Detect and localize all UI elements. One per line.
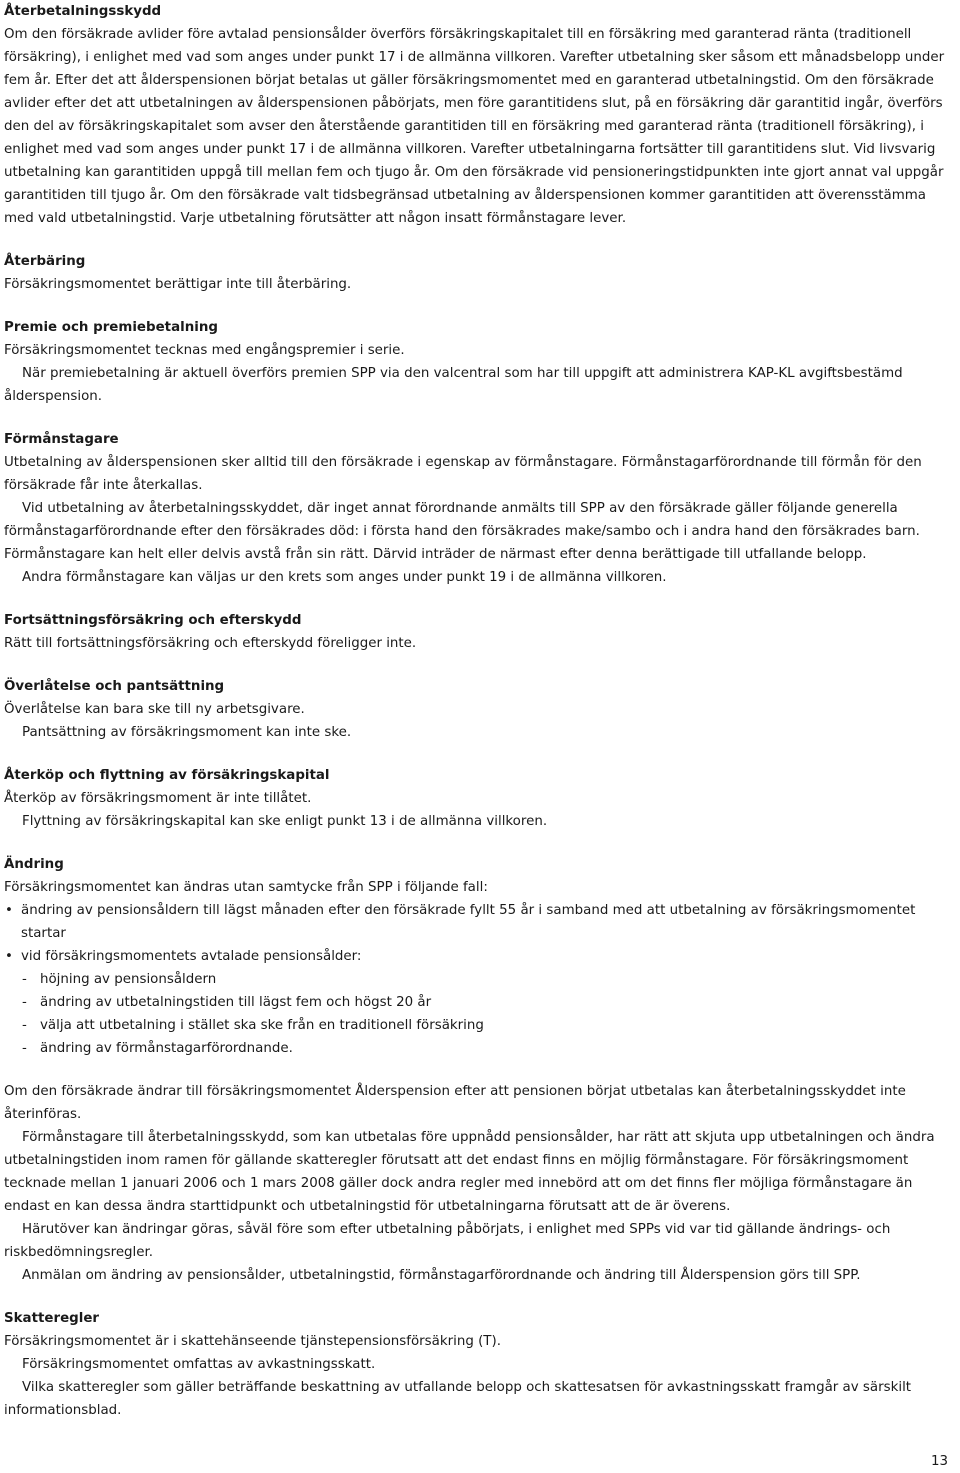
section-aterkop [4, 764, 958, 833]
paragraph: Utbetalning av ålderspensionen sker alltid till den försäkrade i egenskap av förmånstagare. Förmånstagarförordnande till förmån för den försäkrade får inte återkallas. [4, 455, 922, 493]
section-heading: Fortsättningsförsäkring och efterskydd [4, 613, 302, 628]
section-premie [4, 316, 958, 408]
section-heading: Ändring [4, 857, 64, 872]
section-andring [4, 853, 958, 1287]
page-number: 13 [930, 1454, 948, 1469]
section-aterbetalningsskydd [4, 0, 958, 230]
list-item: - ändring av förmånstagarförordnande. [4, 1037, 958, 1060]
section-aterbaring [4, 250, 958, 296]
document-body [4, 0, 958, 1422]
section-heading: Premie och premiebetalning [4, 320, 218, 335]
section-fortsattningsforsakring [4, 609, 958, 655]
paragraph: Vilka skatteregler som gäller beträffande beskattning av utfallande belopp och skattesatsen för avkastningsskatt framgår av särskilt informationsblad. [4, 1380, 912, 1418]
paragraph: Förmånstagare till återbetalningsskydd, som kan utbetalas före uppnådd pensionsålder, har rätt att skjuta upp utbetalningen och ändra utbetalningstiden inom ramen för gällande skatteregler förutsatt att det endast finns en möjlig förmånstagare. För försäkringsmoment tecknade mellan 1 januari 2006 och 1 mars 2008 gäller dock andra regler med innebörd att om det finns fler möjliga förmånstagare än endast en kan dessa ändra starttidpunkt och utbetalningstid för utbetalningarna förutsatt att de är överens. [4, 1130, 935, 1214]
paragraph: Försäkringsmomentet omfattas av avkastningsskatt. [22, 1357, 376, 1372]
paragraph: Om den försäkrade avlider före avtalad pensionsålder överförs försäkringskapitalet till en försäkring med garanterad ränta (traditionell försäkring), i enlighet med vad som anges under punkt 17 i de allmänna villkoren. Varefter utbetalning sker såsom ett månadsbelopp under fem år. Efter det att ålderspensionen börjat betalas ut gäller försäkringsmomentet med en garanterad utbetalningstid. Om den försäkrade avlider efter det att utbetalningen av ålderspensionen påbörjats, men före garantitidens slut, på en försäkring där garantitid ingår, överförs den del av försäkringskapitalet som avser den återstående garantitiden till en försäkring med garanterad ränta (traditionell försäkring), i enlighet med vad som anges under punkt 17 i de allmänna villkoren. Varefter utbetalningarna fortsätter till garantitidens slut. Vid livsvarig utbetalning kan garantitiden uppgå till mellan fem och tjugo år. Om den försäkrade vid pensioneringstidpunkten inte gjort annat val uppgår garantitiden till tjugo år. Om den försäkrade valt tidsbegränsad utbetalning av ålderspensionen kommer garantitiden att överensstämma med vald utbetalningstid. Varje utbetalning förutsätter att någon insatt förmånstagare lever. [4, 27, 945, 226]
list-item: - välja att utbetalning i stället ska ske från en traditionell försäkring [4, 1014, 958, 1037]
list-item: - höjning av pensionsåldern [4, 968, 958, 991]
paragraph: Pantsättning av försäkringsmoment kan inte ske. [22, 725, 352, 740]
dash-list [4, 968, 958, 1060]
paragraph: Vid utbetalning av återbetalningsskyddet, där inget annat förordnande anmälts till SPP av den försäkrade gäller följande generella förmånstagarförordnande efter den försäkrades död: i första hand den försäkrades make/sambo och i andra hand den försäkrades barn. Förmånstagare kan helt eller delvis avstå från sin rätt. Därvid inträder de närmast efter denna berättigade till utfallande belopp. [4, 501, 920, 562]
section-heading: Skatteregler [4, 1311, 100, 1326]
section-overlatelse [4, 675, 958, 744]
section-heading: Överlåtelse och pantsättning [4, 679, 225, 694]
paragraph: Rätt till fortsättningsförsäkring och efterskydd föreligger inte. [4, 636, 417, 651]
paragraph: Försäkringsmomentet tecknas med engångspremier i serie. [4, 343, 405, 358]
paragraph: Försäkringsmomentet kan ändras utan samtycke från SPP i följande fall: [4, 880, 488, 895]
section-heading: Återbetalningsskydd [4, 4, 162, 19]
paragraph: Om den försäkrade ändrar till försäkringsmomentet Ålderspension efter att pensionen börjat utbetalas kan återbetalningsskyddet inte återinföras. [4, 1084, 906, 1122]
section-heading: Förmånstagare [4, 432, 119, 447]
list-item: - ändring av utbetalningstiden till lägst fem och högst 20 år [4, 991, 958, 1014]
section-heading: Återbäring [4, 254, 86, 269]
section-skatteregler [4, 1307, 958, 1422]
section-formanstagare [4, 428, 958, 589]
paragraph: Försäkringsmomentet berättigar inte till återbäring. [4, 277, 352, 292]
paragraph: Försäkringsmomentet är i skattehänseende tjänstepensionsförsäkring (T). [4, 1334, 501, 1349]
paragraph: Härutöver kan ändringar göras, såväl före som efter utbetalning påbörjats, i enlighet med SPPs vid var tid gällande ändrings- och riskbedömningsregler. [4, 1222, 891, 1260]
paragraph: Flyttning av försäkringskapital kan ske enligt punkt 13 i de allmänna villkoren. [22, 814, 548, 829]
paragraph: Anmälan om ändring av pensionsålder, utbetalningstid, förmånstagarförordnande och ändring till Ålderspension görs till SPP. [22, 1268, 861, 1283]
paragraph: Andra förmånstagare kan väljas ur den krets som anges under punkt 19 i de allmänna villkoren. [22, 570, 667, 585]
list-item: • vid försäkringsmomentets avtalade pensionsålder: [4, 945, 958, 968]
list-item: • ändring av pensionsåldern till lägst månaden efter den försäkrade fyllt 55 år i samband med att utbetalning av försäkringsmomentet startar [4, 899, 958, 945]
paragraph: Återköp av försäkringsmoment är inte tillåtet. [4, 791, 312, 806]
paragraph: Överlåtelse kan bara ske till ny arbetsgivare. [4, 702, 305, 717]
section-heading: Återköp och flyttning av försäkringskapital [4, 768, 330, 783]
paragraph: När premiebetalning är aktuell överförs premien SPP via den valcentral som har till uppgift att administrera KAP-KL avgiftsbestämd ålderspension. [4, 366, 903, 404]
bullet-list [4, 899, 958, 968]
